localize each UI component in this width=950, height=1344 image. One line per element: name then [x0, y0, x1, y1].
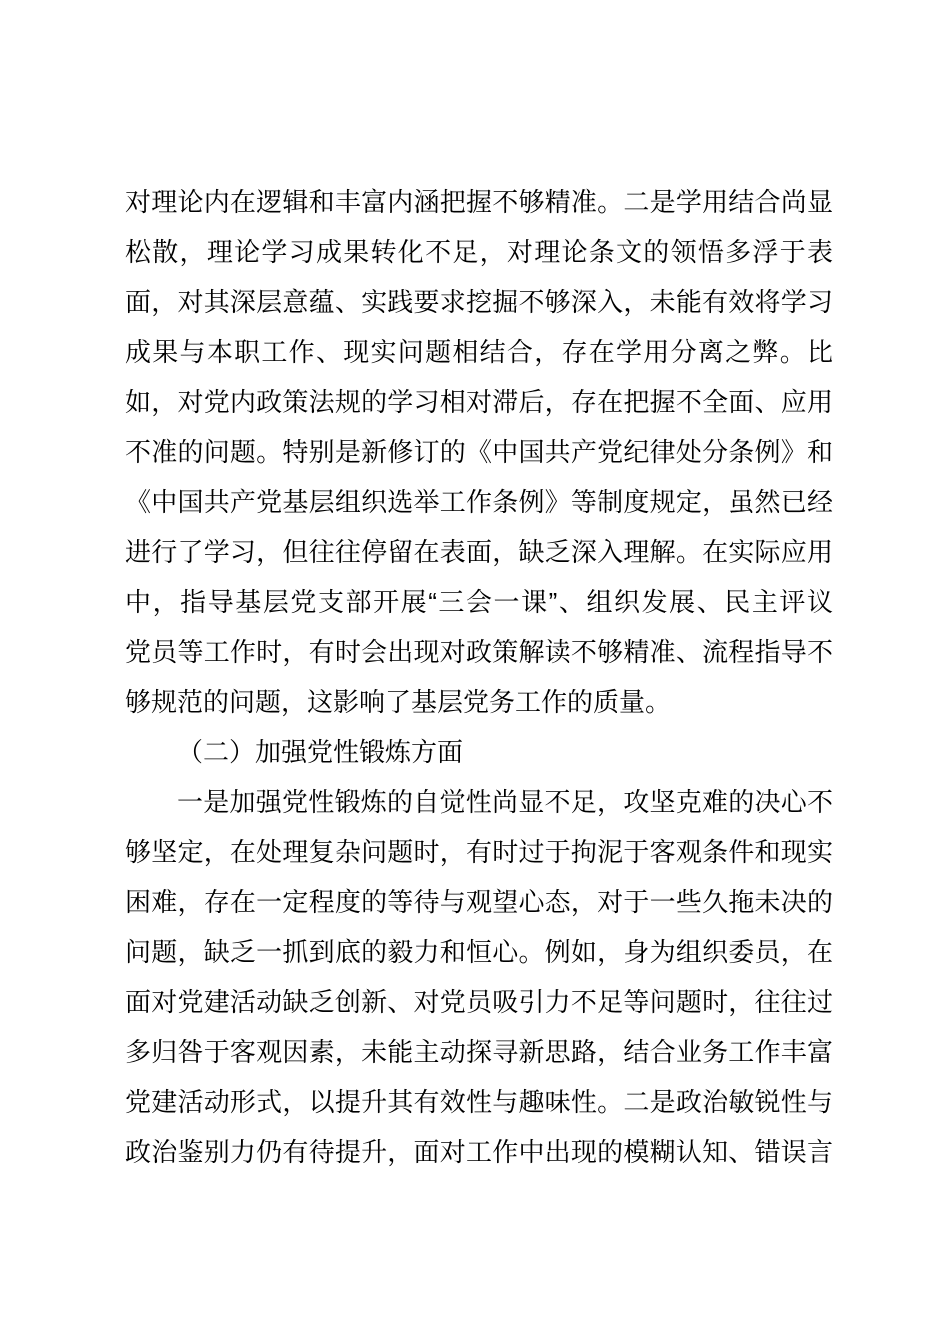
text-line: 党建活动形式，以提升其有效性与趣味性。二是政治敏锐性与 [125, 1087, 833, 1117]
text-line: （二）加强党性锻炼方面 [177, 737, 464, 767]
text-line: 中，指导基层党支部开展“三会一课”、组织发展、民主评议 [125, 587, 833, 617]
text-line: 一是加强党性锻炼的自觉性尚显不足，攻坚克难的决心不 [177, 787, 833, 817]
text-line: 够坚定，在处理复杂问题时，有时过于拘泥于客观条件和现实 [125, 837, 833, 867]
text-line: 多归咎于客观因素，未能主动探寻新思路，结合业务工作丰富 [125, 1037, 833, 1067]
text-line: 问题，缺乏一抓到底的毅力和恒心。例如，身为组织委员，在 [125, 937, 833, 967]
text-line: 不准的问题。特别是新修订的《中国共产党纪律处分条例》和 [125, 437, 833, 467]
text-line: 松散，理论学习成果转化不足，对理论条文的领悟多浮于表 [125, 237, 833, 267]
text-line: 政治鉴别力仍有待提升，面对工作中出现的模糊认知、错误言 [125, 1137, 833, 1167]
text-line: 成果与本职工作、现实问题相结合，存在学用分离之弊。比 [125, 337, 833, 367]
text-line: 困难，存在一定程度的等待与观望心态，对于一些久拖未决的 [125, 887, 833, 917]
text-line: 面对党建活动缺乏创新、对党员吸引力不足等问题时，往往过 [125, 987, 833, 1017]
text-line: 够规范的问题，这影响了基层党务工作的质量。 [125, 687, 672, 717]
document-body [125, 177, 833, 1177]
text-line: 《中国共产党基层组织选举工作条例》等制度规定，虽然已经 [125, 487, 833, 517]
text-line: 对理论内在逻辑和丰富内涵把握不够精准。二是学用结合尚显 [125, 187, 833, 217]
text-line: 进行了学习，但往往停留在表面，缺乏深入理解。在实际应用 [125, 537, 833, 567]
text-line: 面，对其深层意蕴、实践要求挖掘不够深入，未能有效将学习 [125, 287, 833, 317]
text-line: 如，对党内政策法规的学习相对滞后，存在把握不全面、应用 [125, 387, 833, 417]
text-line: 党员等工作时，有时会出现对政策解读不够精准、流程指导不 [125, 637, 833, 667]
